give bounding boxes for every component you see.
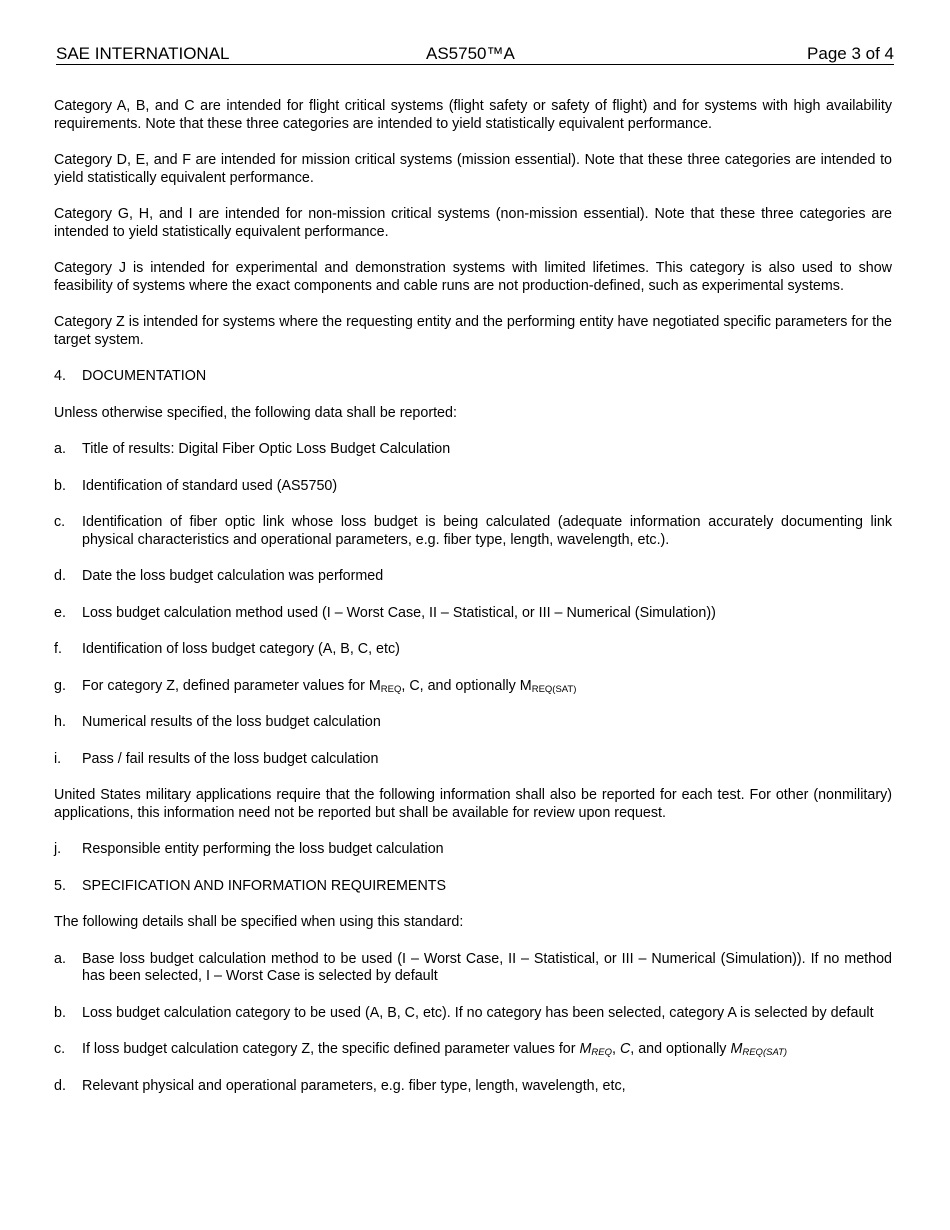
- list-item-letter: a.: [54, 441, 66, 457]
- list-item: [54, 1041, 892, 1059]
- section-4-heading: [54, 368, 892, 386]
- list-item-text: Pass / fail results of the loss budget calculation: [82, 750, 379, 767]
- list-item-text: [82, 1041, 787, 1057]
- list-item-text: [82, 678, 576, 694]
- section-4-lead: Unless otherwise specified, the following data shall be reported:: [54, 404, 457, 421]
- list-item: [54, 714, 892, 732]
- paragraph-category-def: Category D, E, and F are intended for mission critical systems (mission essential). Note that these three categories are intended to yield statistically equivalent performance.: [54, 152, 892, 186]
- section-5-lead: The following details shall be specified when using this standard:: [54, 914, 464, 930]
- subscript-req-sat: REQ(SAT): [531, 683, 577, 695]
- list-item-text: Loss budget calculation method used (I – Worst Case, II – Statistical, or III – Numerical (Simulation)): [82, 604, 716, 621]
- list-item-text-part: If loss budget calculation category Z, the specific defined parameter values for: [82, 1041, 580, 1057]
- symbol-c: C: [619, 1041, 631, 1057]
- subscript-req: REQ: [380, 683, 402, 695]
- list-item: [54, 478, 892, 496]
- list-item: [54, 605, 892, 623]
- section-5-title: SPECIFICATION AND INFORMATION REQUIREMENTS: [82, 877, 447, 894]
- list-item-letter: d.: [54, 1077, 66, 1094]
- header-page-number: Page 3 of 4: [807, 44, 894, 63]
- subscript-req-sat: REQ(SAT): [742, 1047, 788, 1058]
- military-note-paragraph: United States military applications require that the following information shall also be reported for each test. For other (nonmilitary) applications, this information need not be reported but shall be available for review upon request.: [54, 787, 892, 821]
- symbol-m: M: [730, 1041, 743, 1057]
- list-item-text: Identification of loss budget category (A, B, C, etc): [82, 641, 400, 657]
- header-organization: SAE INTERNATIONAL: [56, 44, 230, 63]
- header-document-number: AS5750™A: [426, 44, 515, 63]
- list-item: [54, 841, 892, 859]
- list-item-letter: b.: [54, 477, 66, 494]
- list-item-text: Numerical results of the loss budget calculation: [82, 714, 381, 730]
- symbol-m: M: [579, 1041, 592, 1057]
- list-item-text: Identification of fiber optic link whose loss budget is being calculated (adequate information accurately documenting link physical characteristics and operational parameters, e.g. fiber type, length, wavelength, etc.).: [82, 514, 892, 548]
- list-item-text: Loss budget calculation category to be used (A, B, C, etc). If no category has been selected, category A is selected by default: [82, 1004, 874, 1021]
- document-body: [54, 98, 892, 1114]
- list-item-text-part: For category Z, defined parameter values for M: [82, 677, 381, 694]
- list-item-letter: f.: [54, 641, 62, 657]
- list-item-letter: g.: [54, 677, 66, 694]
- list-item: [54, 1005, 892, 1023]
- paragraph-category-abc: Category A, B, and C are intended for flight critical systems (flight safety or safety of flight) and for systems with high availability requirements. Note that these three categories are intended to yield statistically equivalent performance.: [54, 98, 892, 132]
- list-item-letter: c.: [54, 1041, 66, 1057]
- list-item: [54, 441, 892, 459]
- list-item-text: Relevant physical and operational parameters, e.g. fiber type, length, wavelength, etc,: [82, 1077, 626, 1094]
- paragraph-category-j: Category J is intended for experimental and demonstration systems with limited lifetimes. This category is also used to show feasibility of systems where the exact components and cable runs are not production-defined, such as experimental systems.: [54, 260, 892, 294]
- list-item-text: Date the loss budget calculation was performed: [82, 568, 384, 584]
- list-item-letter: h.: [54, 714, 66, 730]
- list-item-text-part: , C, and optionally M: [401, 677, 532, 694]
- list-item: [54, 751, 892, 769]
- section-4-number: 4.: [54, 368, 66, 384]
- page-header: [56, 44, 894, 65]
- list-item-text: Base loss budget calculation method to be used (I – Worst Case, II – Statistical, or III – Numerical (Simulation)). If no method has been selected, I – Worst Case is selected by default: [82, 950, 892, 984]
- list-item: [54, 568, 892, 586]
- list-item-text: Responsible entity performing the loss budget calculation: [82, 841, 444, 857]
- section-4-title: DOCUMENTATION: [82, 368, 207, 384]
- list-item-letter: d.: [54, 568, 66, 584]
- list-item-text-part: , and optionally: [630, 1041, 731, 1057]
- list-item: [54, 678, 892, 696]
- section-5-number: 5.: [54, 877, 66, 894]
- paragraph-category-z: Category Z is intended for systems where the requesting entity and the performing entity have negotiated specific parameters for the target system.: [54, 314, 892, 348]
- list-item-text: Title of results: Digital Fiber Optic Loss Budget Calculation: [82, 441, 451, 457]
- list-item: [54, 514, 892, 549]
- list-item-text: Identification of standard used (AS5750): [82, 477, 338, 494]
- list-item-letter: c.: [54, 514, 66, 530]
- list-item-letter: i.: [54, 750, 62, 767]
- list-item: [54, 1078, 892, 1096]
- section-5-heading: [54, 878, 892, 896]
- list-item: [54, 641, 892, 659]
- list-item-letter: j.: [54, 841, 62, 857]
- paragraph-category-ghi: Category G, H, and I are intended for non-mission critical systems (non-mission essential). Note that these three categories are intended to yield statistically equivalent performance.: [54, 206, 892, 240]
- list-item-letter: a.: [54, 950, 66, 967]
- list-item-letter: e.: [54, 604, 66, 621]
- list-item: [54, 951, 892, 986]
- list-item-letter: b.: [54, 1004, 66, 1021]
- subscript-req: REQ: [591, 1047, 612, 1058]
- list-item-text-part: ,: [612, 1041, 620, 1057]
